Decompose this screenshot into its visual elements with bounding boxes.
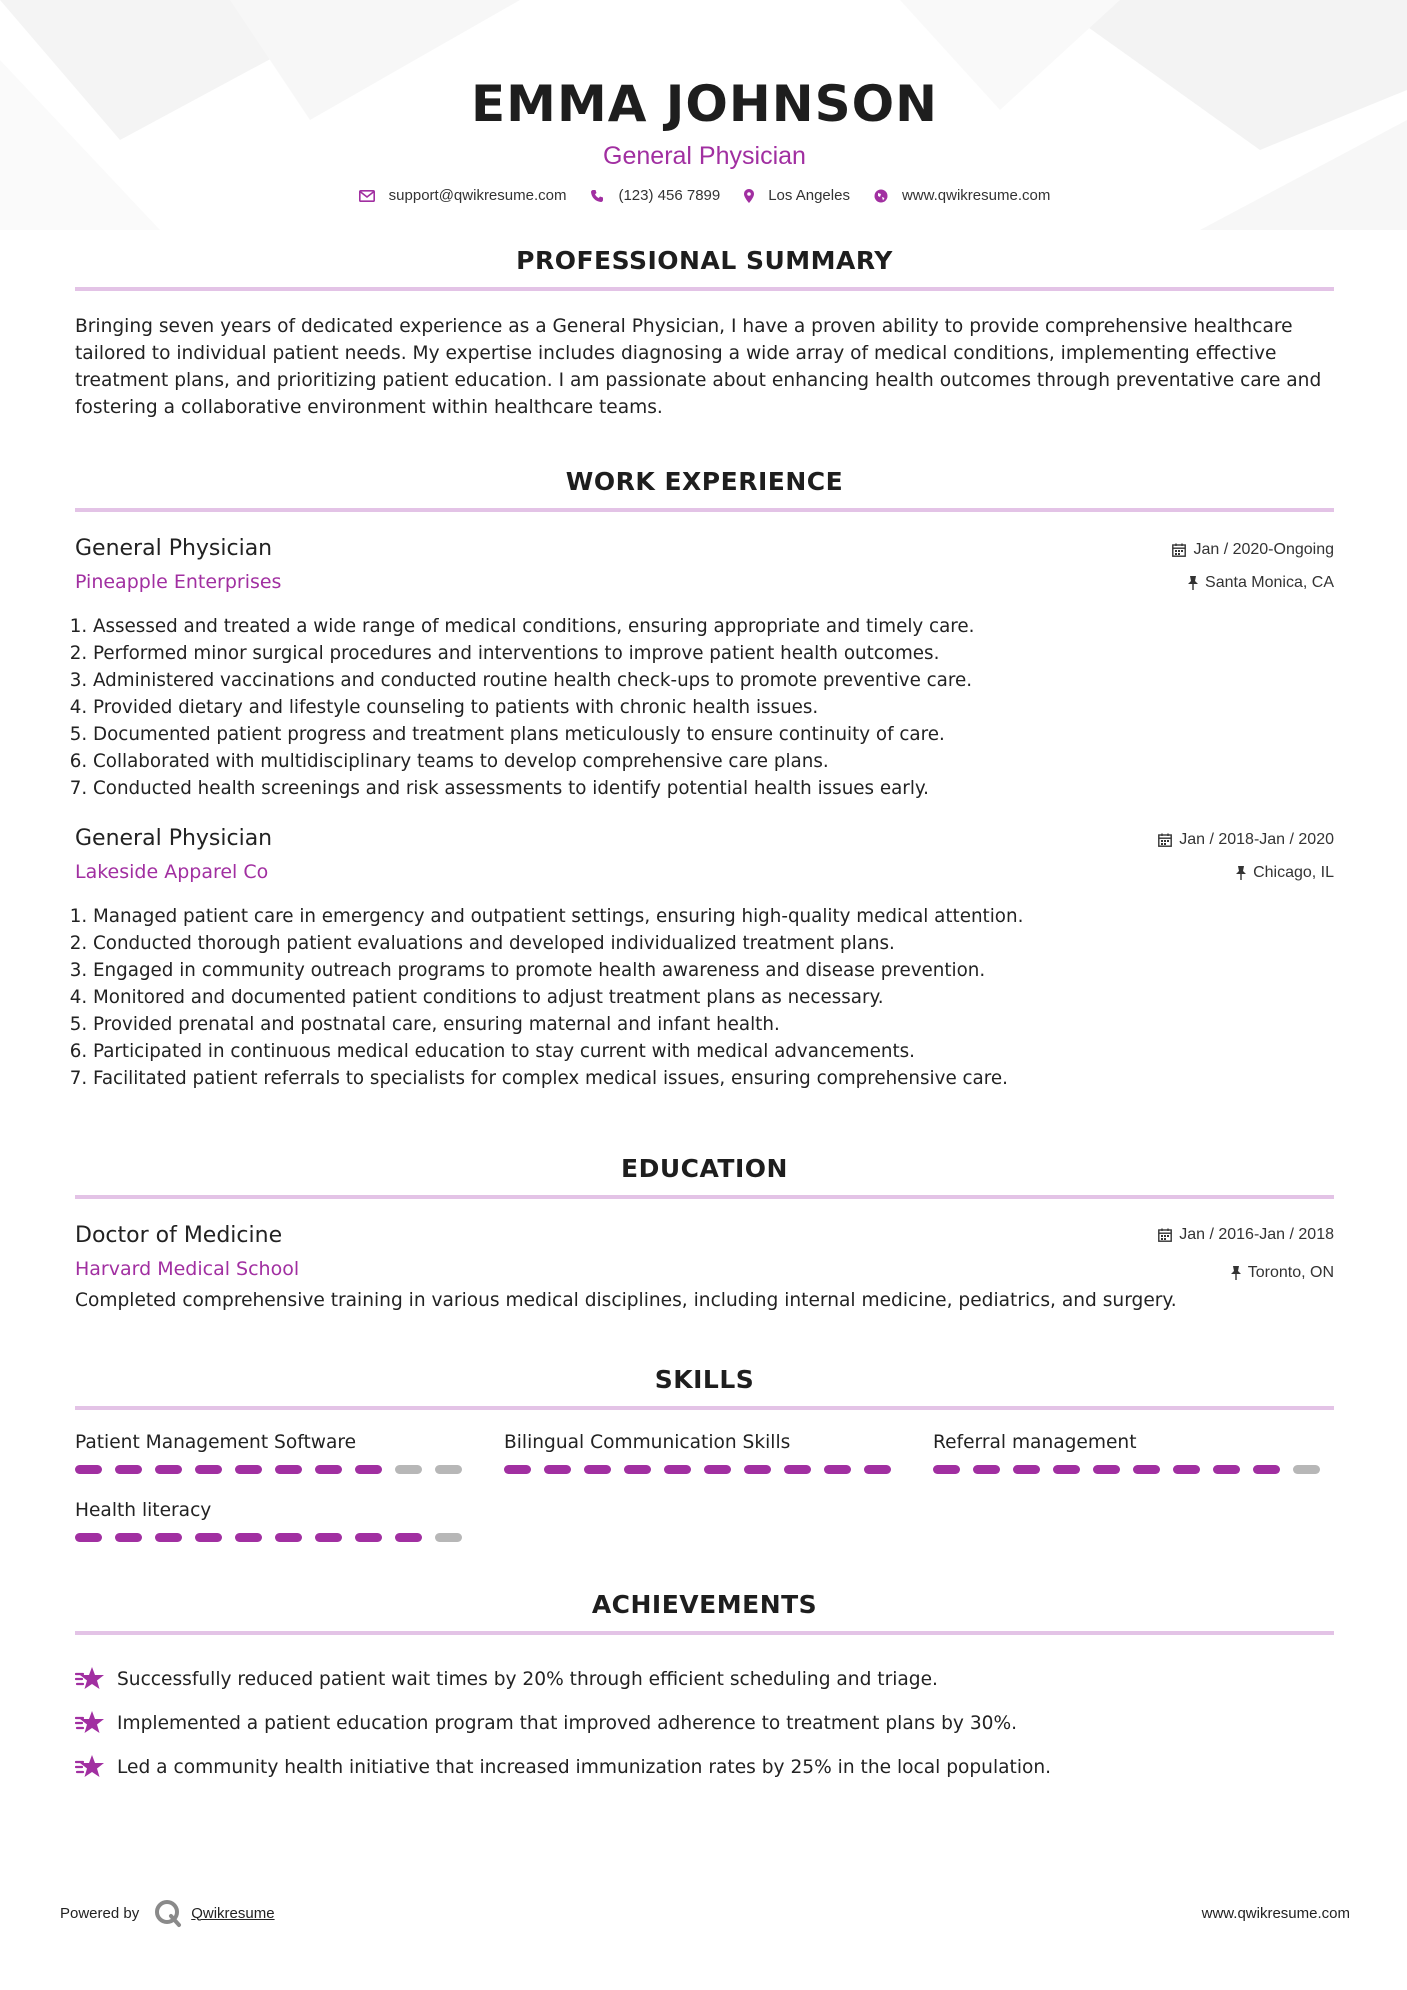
job-title: General Physician	[75, 536, 273, 561]
achievement-item	[75, 1701, 1334, 1745]
education-heading: EDUCATION	[621, 1154, 788, 1183]
skill-item	[75, 1432, 475, 1474]
skill-level-bar	[75, 1533, 475, 1542]
skill-dash-empty	[1293, 1465, 1320, 1474]
skill-level-bar	[504, 1465, 904, 1474]
envelope-icon	[359, 190, 375, 202]
skills-heading: SKILLS	[654, 1365, 755, 1394]
skill-dash-filled	[235, 1465, 262, 1474]
job-meta	[1172, 540, 1334, 593]
degree-title: Doctor of Medicine	[75, 1223, 283, 1248]
phone-text: (123) 456 7899	[618, 187, 721, 204]
skill-name: Referral management	[933, 1432, 1137, 1453]
brand-link[interactable]: Qwikresume	[191, 1904, 275, 1922]
summary-heading: PROFESSIONAL SUMMARY	[516, 246, 893, 275]
job-dates-text: Jan / 2018-Jan / 2020	[1179, 831, 1334, 848]
skill-dash-filled	[155, 1533, 182, 1542]
duty-item: 6. Collaborated with multidisciplinary teams to develop comprehensive care plans.	[93, 748, 1334, 775]
contact-bar	[75, 187, 1334, 204]
skills-section	[75, 1365, 1334, 1542]
education-location	[1158, 1263, 1334, 1283]
education-entry	[75, 1223, 1334, 1311]
duty-item: 3. Administered vaccinations and conducted routine health check-ups to promote preventive care.	[93, 667, 1334, 694]
skill-dash-filled	[933, 1465, 960, 1474]
skill-name: Health literacy	[75, 1500, 212, 1521]
footer-website[interactable]: www.qwikresume.com	[1201, 1904, 1350, 1922]
section-divider	[75, 287, 1334, 291]
skill-dash-filled	[315, 1533, 342, 1542]
education-description: Completed comprehensive training in various medical disciplines, including internal medicine, pediatrics, and surgery.	[75, 1290, 1177, 1311]
skill-level-bar	[933, 1465, 1333, 1474]
calendar-icon	[1158, 833, 1172, 847]
duty-item: 5. Documented patient progress and treatment plans meticulously to ensure continuity of care.	[93, 721, 1334, 748]
section-divider	[75, 1406, 1334, 1410]
skill-dash-filled	[1093, 1465, 1120, 1474]
job-location	[1172, 573, 1334, 593]
skill-dash-filled	[195, 1465, 222, 1474]
resume-page	[75, 0, 1334, 1789]
job-dates	[1158, 830, 1334, 850]
job-duties	[75, 613, 1334, 802]
job-entry-1	[75, 536, 1334, 802]
location-text: Los Angeles	[768, 187, 850, 204]
experience-heading: WORK EXPERIENCE	[565, 467, 844, 496]
skill-dash-filled	[1213, 1465, 1240, 1474]
skill-dash-empty	[395, 1465, 422, 1474]
skill-dash-filled	[355, 1533, 382, 1542]
skill-name: Patient Management Software	[75, 1432, 357, 1453]
contact-email[interactable]	[359, 187, 567, 204]
achievements-list	[75, 1657, 1334, 1789]
job-location-text: Chicago, IL	[1253, 864, 1334, 881]
skill-dash-filled	[1133, 1465, 1160, 1474]
skill-dash-filled	[1013, 1465, 1040, 1474]
duty-item: 1. Managed patient care in emergency and outpatient settings, ensuring high-quality medical attention.	[93, 903, 1334, 930]
experience-section	[75, 467, 1334, 1092]
job-entry-2	[75, 826, 1334, 1092]
duty-item: 7. Facilitated patient referrals to specialists for complex medical issues, ensuring comprehensive care.	[93, 1065, 1334, 1092]
summary-section	[75, 246, 1334, 421]
skill-dash-filled	[275, 1465, 302, 1474]
education-dates-text: Jan / 2016-Jan / 2018	[1179, 1226, 1334, 1243]
star-icon	[75, 1710, 105, 1736]
globe-icon	[874, 189, 888, 203]
resume-header	[75, 0, 1334, 204]
calendar-icon	[1172, 543, 1186, 557]
skill-item	[75, 1500, 475, 1542]
job-location	[1158, 863, 1334, 883]
qwikresume-logo-icon	[153, 1898, 183, 1928]
skill-dash-filled	[115, 1465, 142, 1474]
skill-dash-filled	[973, 1465, 1000, 1474]
summary-text: Bringing seven years of dedicated experience as a General Physician, I have a proven ability to provide comprehensive healthcare tailored to individual patient needs. My expertise includes diagnosing a wide array of medical conditions, implementing effective treatment plans, and prioritizing patient education. I am passionate about enhancing health outcomes through preventative care and fostering a collaborative environment within healthcare teams.	[75, 316, 1322, 418]
skill-name: Bilingual Communication Skills	[504, 1432, 791, 1453]
skills-grid	[75, 1432, 1334, 1542]
achievement-text: Led a community health initiative that increased immunization rates by 25% in the local population.	[117, 1756, 1052, 1778]
skill-dash-filled	[1053, 1465, 1080, 1474]
skill-dash-filled	[824, 1465, 851, 1474]
map-pin-icon	[744, 189, 754, 203]
skill-dash-filled	[75, 1465, 102, 1474]
skill-level-bar	[75, 1465, 475, 1474]
achievements-section	[75, 1590, 1334, 1789]
duty-item: 1. Assessed and treated a wide range of medical conditions, ensuring appropriate and timely care.	[93, 613, 1334, 640]
job-dates-text: Jan / 2020-Ongoing	[1193, 541, 1334, 558]
achievement-text: Successfully reduced patient wait times by 20% through efficient scheduling and triage.	[117, 1668, 938, 1690]
education-dates	[1158, 1225, 1334, 1245]
skill-dash-filled	[235, 1533, 262, 1542]
contact-phone[interactable]	[590, 187, 720, 204]
section-divider	[75, 508, 1334, 512]
job-company: Pineapple Enterprises	[75, 571, 282, 593]
skill-dash-filled	[195, 1533, 222, 1542]
skill-dash-filled	[504, 1465, 531, 1474]
skill-dash-filled	[395, 1533, 422, 1542]
job-location-text: Santa Monica, CA	[1205, 574, 1334, 591]
contact-website[interactable]	[874, 187, 1050, 204]
job-dates	[1172, 540, 1334, 560]
duty-item: 7. Conducted health screenings and risk assessments to identify potential health issues early.	[93, 775, 1334, 802]
phone-icon	[590, 189, 604, 203]
duty-item: 2. Conducted thorough patient evaluations and developed individualized treatment plans.	[93, 930, 1334, 957]
powered-by	[60, 1898, 275, 1928]
skill-dash-filled	[1173, 1465, 1200, 1474]
skill-dash-filled	[544, 1465, 571, 1474]
contact-location	[744, 187, 850, 204]
star-icon	[75, 1666, 105, 1692]
candidate-title: General Physician	[603, 142, 806, 170]
achievement-item	[75, 1745, 1334, 1789]
achievement-text: Implemented a patient education program that improved adherence to treatment plans by 30%.	[117, 1712, 1018, 1734]
skill-dash-filled	[115, 1533, 142, 1542]
job-duties	[75, 903, 1334, 1092]
duty-item: 4. Provided dietary and lifestyle counseling to patients with chronic health issues.	[93, 694, 1334, 721]
skill-dash-filled	[704, 1465, 731, 1474]
website-text: www.qwikresume.com	[901, 187, 1051, 204]
skill-dash-empty	[435, 1533, 462, 1542]
skill-dash-filled	[584, 1465, 611, 1474]
calendar-icon	[1158, 1228, 1172, 1242]
achievements-heading: ACHIEVEMENTS	[591, 1590, 818, 1619]
section-divider	[75, 1631, 1334, 1635]
pushpin-icon	[1188, 576, 1198, 590]
skill-dash-filled	[1253, 1465, 1280, 1474]
school-name: Harvard Medical School	[75, 1258, 300, 1280]
skill-dash-empty	[435, 1465, 462, 1474]
skill-dash-filled	[275, 1533, 302, 1542]
skill-dash-filled	[664, 1465, 691, 1474]
pushpin-icon	[1236, 866, 1246, 880]
job-meta	[1158, 830, 1334, 883]
candidate-name: EMMA JOHNSON	[471, 75, 938, 133]
section-divider	[75, 1195, 1334, 1199]
achievement-item	[75, 1657, 1334, 1701]
job-title: General Physician	[75, 826, 273, 851]
powered-by-label: Powered by	[60, 1904, 140, 1922]
skill-item	[933, 1432, 1333, 1474]
duty-item: 2. Performed minor surgical procedures and interventions to improve patient health outcomes.	[93, 640, 1334, 667]
duty-item: 3. Engaged in community outreach programs to promote health awareness and disease prevention.	[93, 957, 1334, 984]
skill-dash-filled	[75, 1533, 102, 1542]
duty-item: 6. Participated in continuous medical education to stay current with medical advancements.	[93, 1038, 1334, 1065]
skill-dash-filled	[864, 1465, 891, 1474]
job-company: Lakeside Apparel Co	[75, 861, 269, 883]
duty-item: 4. Monitored and documented patient conditions to adjust treatment plans as necessary.	[93, 984, 1334, 1011]
page-footer	[60, 1898, 1350, 1928]
education-section	[75, 1154, 1334, 1311]
education-meta	[1158, 1225, 1334, 1283]
skill-dash-filled	[355, 1465, 382, 1474]
skill-dash-filled	[744, 1465, 771, 1474]
skill-dash-filled	[784, 1465, 811, 1474]
pushpin-icon	[1231, 1266, 1241, 1280]
education-location-text: Toronto, ON	[1247, 1264, 1334, 1281]
skill-dash-filled	[155, 1465, 182, 1474]
duty-item: 5. Provided prenatal and postnatal care, ensuring maternal and infant health.	[93, 1011, 1334, 1038]
email-text: support@qwikresume.com	[388, 187, 567, 204]
skill-dash-filled	[624, 1465, 651, 1474]
star-icon	[75, 1754, 105, 1780]
skill-item	[504, 1432, 904, 1474]
skill-dash-filled	[315, 1465, 342, 1474]
